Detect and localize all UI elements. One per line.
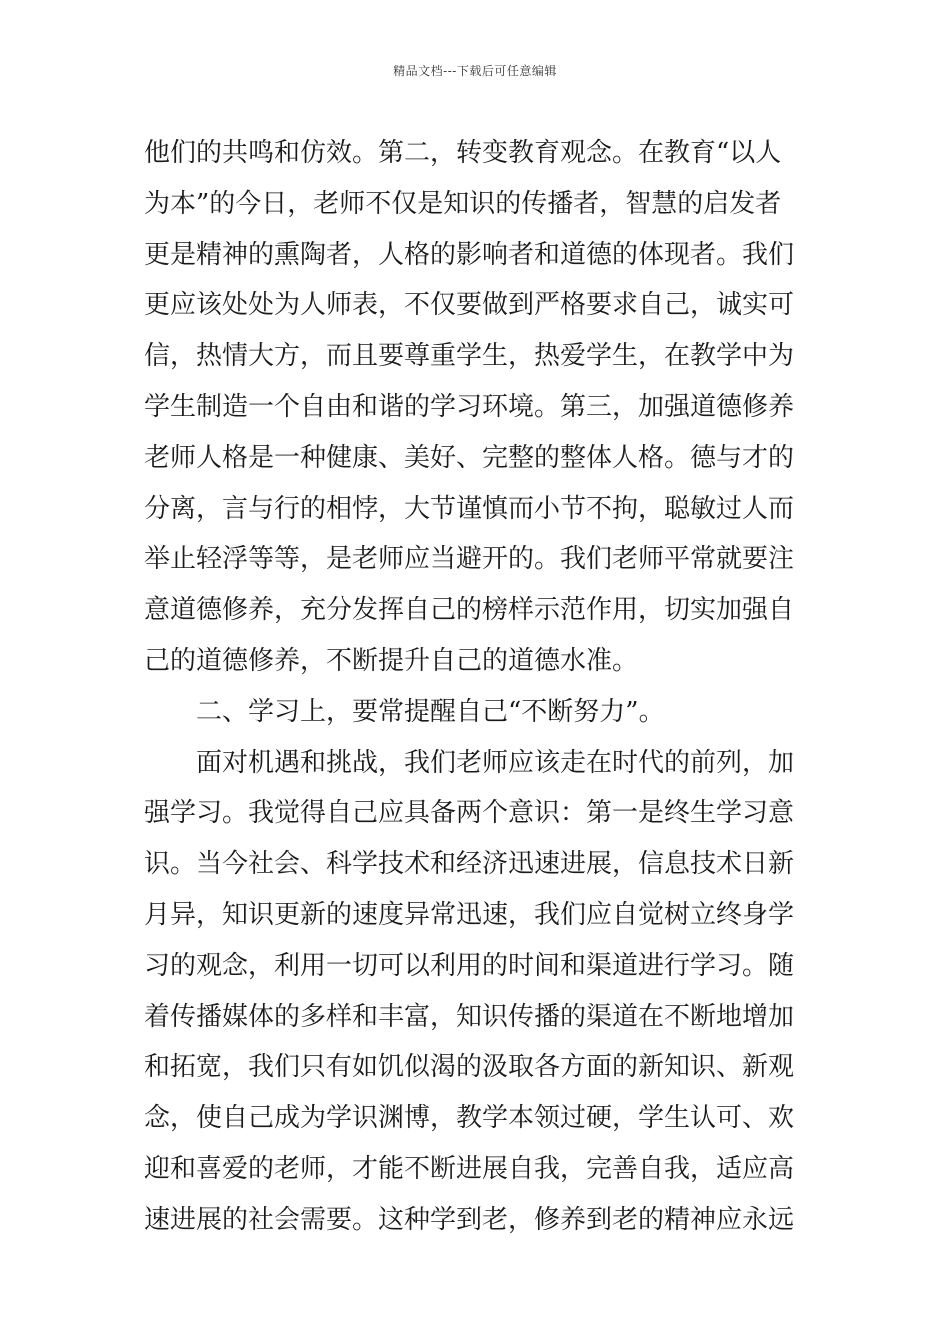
text-line: 信，热情大方，而且要尊重学生，热爱学生，在教学中为 <box>144 341 795 372</box>
text-line: 识。当今社会、科学技术和经济迅速进展，信息技术日新 <box>144 849 795 880</box>
document-body <box>144 128 808 1246</box>
section-heading: 二、学习上，要常提醒自己“不断努力”。 <box>196 696 665 727</box>
paragraph-start-line: 面对机遇和挑战，我们老师应该走在时代的前列，加 <box>196 747 795 778</box>
text-line: 着传播媒体的多样和丰富，知识传播的渠道在不断地增加 <box>144 1001 795 1032</box>
text-line: 为本”的今日，老师不仅是知识的传播者，智慧的启发者 <box>144 188 782 219</box>
text-line: 分离，言与行的相悖，大节谨慎而小节不拘，聪敏过人而 <box>144 493 795 524</box>
text-line: 速进展的社会需要。这种学到老，修养到老的精神应永远 <box>144 1204 795 1235</box>
text-line: 更应该处处为人师表，不仅要做到严格要求自己，诚实可 <box>144 290 795 321</box>
text-line: 意道德修养，充分发挥自己的榜样示范作用，切实加强自 <box>144 595 795 626</box>
text-line: 习的观念，利用一切可以利用的时间和渠道进行学习。随 <box>144 950 795 981</box>
text-line: 举止轻浮等等，是老师应当避开的。我们老师平常就要注 <box>144 544 795 575</box>
text-line: 强学习。我觉得自己应具备两个意识：第一是终生学习意 <box>144 798 795 829</box>
text-line: 老师人格是一种健康、美好、完整的整体人格。德与才的 <box>144 442 795 473</box>
text-line: 和拓宽，我们只有如饥似渴的汲取各方面的新知识、新观 <box>144 1052 795 1083</box>
text-line: 更是精神的熏陶者，人格的影响者和道德的体现者。我们 <box>144 239 795 270</box>
text-line: 月异，知识更新的速度异常迅速，我们应自觉树立终身学 <box>144 899 795 930</box>
text-line: 念，使自己成为学识渊博，教学本领过硬，学生认可、欢 <box>144 1103 795 1134</box>
text-line: 己的道德修养，不断提升自己的道德水准。 <box>144 645 639 676</box>
text-line: 迎和喜爱的老师，才能不断进展自我，完善自我，适应高 <box>144 1153 795 1184</box>
text-line: 学生制造一个自由和谐的学习环境。第三，加强道德修养 <box>144 391 795 422</box>
text-line: 他们的共鸣和仿效。第二，转变教育观念。在教育“以人 <box>144 138 782 168</box>
page-header: 精品文档---下载后可任意编辑 <box>393 64 557 78</box>
